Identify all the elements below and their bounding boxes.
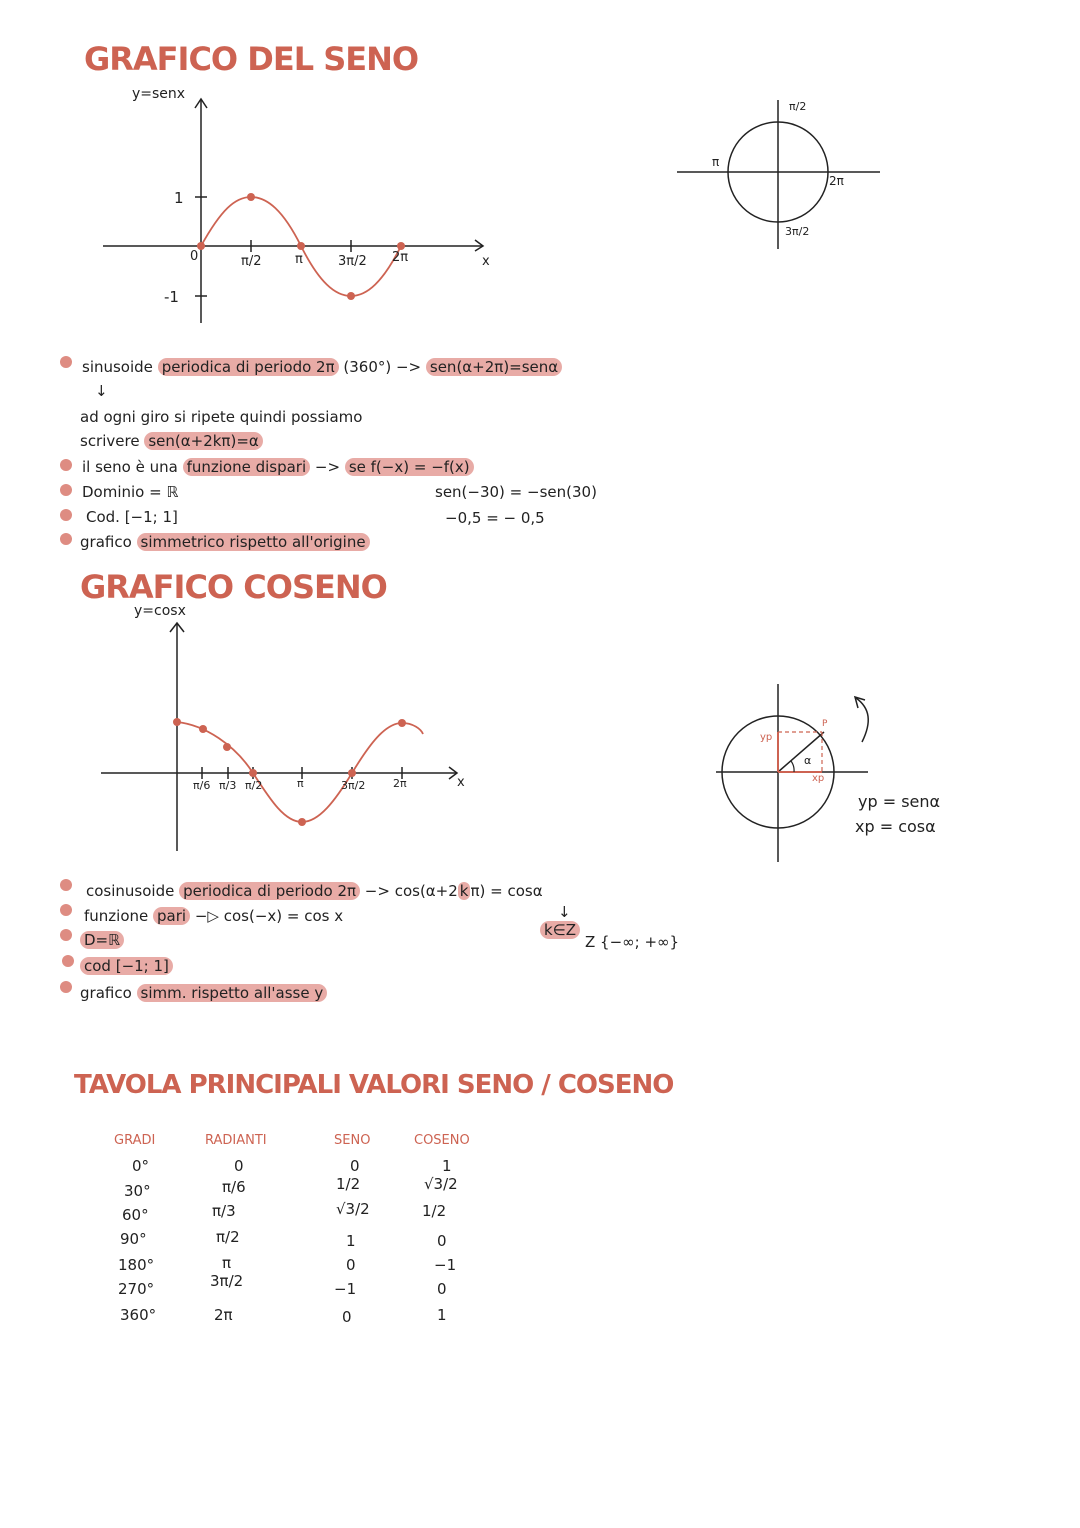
sine-note-repeat: ad ogni giro si ripete quindi possiamo: [80, 408, 363, 426]
table-cell: −1: [334, 1280, 357, 1298]
cosine-note-codomain: cod [−1; 1]: [80, 957, 173, 975]
cosine-note-symmetry: grafico simm. rispetto all'asse y: [80, 984, 327, 1002]
table-header-cosine: COSENO: [414, 1133, 470, 1148]
sine-x-tick-2pi: 2π: [392, 250, 409, 265]
table-cell: √3/2: [336, 1200, 370, 1218]
bullet-dot: [60, 509, 72, 521]
formula-yp: yp = senα: [858, 792, 941, 811]
table-cell: √3/2: [424, 1175, 458, 1193]
table-cell: π/2: [216, 1228, 240, 1246]
table-header-radians: RADIANTI: [205, 1133, 267, 1148]
sine-note-domain: Dominio = ℝ: [82, 483, 179, 501]
cosine-x-tick-pi-2: π/2: [245, 779, 263, 792]
cosine-x-tick-2pi: 2π: [393, 777, 407, 790]
table-header-degrees: GRADI: [114, 1133, 156, 1148]
table-cell: −1: [434, 1256, 457, 1274]
table-cell: 270°: [118, 1280, 155, 1298]
circle-label-pi: π: [712, 155, 720, 169]
sine-note-write: scrivere sen(α+2kπ)=α: [80, 432, 263, 450]
table-cell: π/3: [212, 1202, 236, 1220]
cosine-chart: [95, 615, 475, 860]
table-cell: 1/2: [336, 1175, 361, 1193]
cosine-unit-circle: [712, 680, 892, 865]
table-title: TAVOLA PRINCIPALI VALORI SENO / COSENO: [74, 1070, 674, 1100]
table-cell: 3π/2: [210, 1272, 244, 1290]
cosine-y-label: y=cosx: [134, 603, 186, 619]
bullet-dot: [60, 904, 72, 916]
table-cell: 2π: [214, 1306, 233, 1324]
bullet-dot: [60, 459, 72, 471]
table-cell: 1: [346, 1232, 356, 1250]
sine-note-example: sen(−30) = −sen(30): [435, 483, 597, 501]
table-cell: π: [222, 1254, 232, 1272]
sine-note-odd: il seno è una funzione dispari −> se f(−x) = −f(x): [82, 458, 474, 476]
circle-label-2pi: 2π: [829, 174, 844, 188]
table-cell: 1/2: [422, 1202, 447, 1220]
bullet-dot: [62, 955, 74, 967]
bullet-dot: [60, 879, 72, 891]
sine-x-tick-pi-2: π/2: [241, 254, 262, 269]
sine-unit-circle: [675, 96, 885, 256]
cosine-x-tick-3pi-2: 3π/2: [341, 779, 366, 792]
sine-x-tick-0: 0: [190, 249, 199, 264]
cosine-title: GRAFICO COSENO: [80, 568, 387, 606]
sine-title: GRAFICO DEL SENO: [84, 40, 419, 78]
table-cell: 0°: [132, 1157, 150, 1175]
table-cell: 0: [437, 1280, 447, 1298]
bullet-dot: [60, 533, 72, 545]
table-cell: 90°: [120, 1230, 147, 1248]
cosine-x-label: x: [457, 775, 465, 790]
table-cell: 0: [346, 1256, 356, 1274]
table-cell: 1: [442, 1157, 452, 1175]
circle-label-yp: yp: [760, 732, 773, 743]
circle-label-point: P: [822, 719, 828, 729]
table-cell: 360°: [120, 1306, 157, 1324]
cosine-note-even: funzione pari −▷ cos(−x) = cos x: [84, 907, 344, 925]
table-cell: 30°: [124, 1182, 151, 1200]
sine-note-example-result: −0,5 = − 0,5: [445, 509, 545, 527]
sine-note-periodic: sinusoide periodica di periodo 2π (360°) −> sen(α+2π)=senα: [82, 358, 562, 376]
sine-y-tick-1: 1: [174, 189, 184, 207]
circle-label-alpha: α: [804, 754, 812, 767]
sine-note-symmetry: grafico simmetrico rispetto all'origine: [80, 533, 370, 551]
bullet-dot: [60, 356, 72, 368]
sine-chart: [95, 85, 495, 335]
table-cell: 60°: [122, 1206, 149, 1224]
cosine-x-tick-pi: π: [297, 777, 304, 790]
sine-y-tick-neg1: -1: [164, 288, 179, 306]
z-range-note: Z {−∞; +∞}: [585, 933, 680, 951]
sine-x-tick-3pi-2: 3π/2: [338, 254, 367, 269]
bullet-dot: [60, 929, 72, 941]
circle-label-3pi-2: 3π/2: [785, 225, 810, 238]
down-arrow-icon: ↓: [95, 382, 108, 400]
formula-xp: xp = cosα: [855, 817, 936, 836]
sine-note-codomain: Cod. [−1; 1]: [86, 508, 178, 526]
table-cell: 0: [342, 1308, 352, 1326]
table-header-sine: SENO: [334, 1133, 371, 1148]
circle-label-xp: xp: [812, 773, 825, 784]
circle-label-pi-2: π/2: [789, 100, 807, 113]
bullet-dot: [60, 484, 72, 496]
bullet-dot: [60, 981, 72, 993]
k-in-z-note: k∈Z: [540, 921, 580, 939]
down-arrow-icon: ↓: [558, 903, 571, 921]
cosine-x-tick-pi-6: π/6: [193, 779, 211, 792]
cosine-note-domain: D=ℝ: [80, 931, 124, 949]
table-cell: 0: [234, 1157, 244, 1175]
sine-x-label: x: [482, 254, 490, 269]
cosine-x-tick-pi-3: π/3: [219, 779, 237, 792]
sine-y-label: y=senx: [132, 86, 186, 102]
table-cell: 0: [437, 1232, 447, 1250]
table-cell: 0: [350, 1157, 360, 1175]
table-cell: π/6: [222, 1178, 246, 1196]
sine-x-tick-pi: π: [295, 252, 303, 267]
cosine-note-periodic: cosinusoide periodica di periodo 2π −> cos(α+2 k π) = cosα: [86, 882, 543, 900]
table-cell: 1: [437, 1306, 447, 1324]
table-cell: 180°: [118, 1256, 155, 1274]
